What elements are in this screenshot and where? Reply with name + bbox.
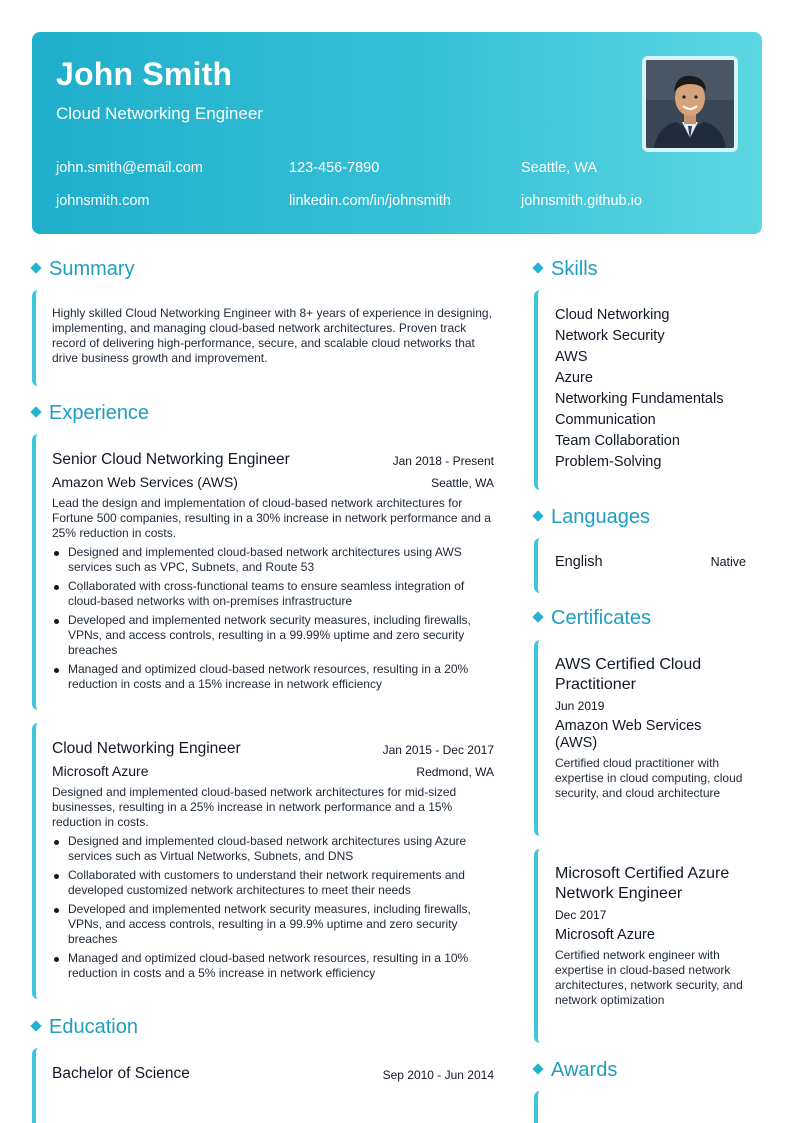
job-bullet: Designed and implemented cloud-based network architectures using AWS services such as VPC, Subnets, and Route 53 (52, 545, 496, 575)
diamond-icon (30, 1020, 41, 1031)
summary-text: Highly skilled Cloud Networking Engineer with 8+ years of experience in designing, implementing, and managing cloud-based network architectures. Proven track record of delivering high-performance, secure, and scalable cloud networks that drive business growth and improvement. (52, 306, 492, 365)
certificate-title: Microsoft Certified Azure Network Engineer (555, 865, 730, 902)
certificates-heading (534, 607, 651, 630)
certificate-description: Certified cloud practitioner with expertise in cloud computing, cloud security, and cloud architecture (555, 756, 743, 800)
contact-phone[interactable]: 123-456-7890 (289, 160, 380, 176)
certificate-date: Jun 2019 (555, 699, 605, 713)
certificates-heading-label: Certificates (551, 607, 652, 629)
experience-heading (32, 402, 149, 425)
job-bullet: Collaborated with customers to understand their network requirements and developed customized network architectures to meet their needs (52, 868, 496, 898)
diamond-icon (532, 1063, 543, 1074)
skills-heading-label: Skills (551, 258, 598, 280)
resume-header (32, 32, 762, 234)
certificate-issuer: Microsoft Azure (555, 927, 655, 943)
skill-item: Team Collaboration (555, 433, 680, 449)
job-company: Amazon Web Services (AWS) (52, 474, 238, 490)
job-location: Redmond, WA (416, 765, 494, 779)
awards-heading (534, 1059, 617, 1082)
education-card (32, 1048, 500, 1123)
languages-heading-label: Languages (551, 506, 650, 528)
job-bullet: Collaborated with cross-functional teams to ensure seamless integration of cloud-based networks with on-premises infrastructure (52, 579, 496, 609)
profile-photo-image (646, 60, 734, 148)
skills-heading (534, 258, 598, 281)
profile-photo (642, 56, 738, 152)
summary-heading-label: Summary (49, 258, 135, 280)
job-dates: Jan 2018 - Present (392, 454, 494, 468)
summary-heading (32, 258, 135, 281)
job-bullet: Managed and optimized cloud-based network resources, resulting in a 20% reduction in costs and a 15% increase in network efficiency (52, 662, 496, 692)
certificate-issuer: Amazon Web Services (AWS) (555, 718, 702, 751)
job-title: Cloud Networking Engineer (52, 740, 241, 757)
skill-item: Problem-Solving (555, 454, 662, 470)
job-description: Designed and implemented cloud-based network architectures for mid-sized businesses, resulting in a 25% increase in network performance and a 15% reduction in costs. (52, 785, 457, 829)
skill-item: AWS (555, 349, 588, 365)
experience-heading-label: Experience (49, 402, 150, 424)
diamond-icon (532, 262, 543, 273)
certificate-date: Dec 2017 (555, 908, 607, 922)
skill-item: Network Security (555, 328, 665, 344)
candidate-title: Cloud Networking Engineer (56, 104, 263, 123)
education-heading-label: Education (49, 1016, 138, 1038)
education-degree: Bachelor of Science (52, 1065, 190, 1082)
job-bullets (52, 834, 496, 985)
certificate-description: Certified network engineer with expertise in cloud-based network architectures, network security, and network optimization (555, 948, 743, 1007)
job-dates: Jan 2015 - Dec 2017 (382, 743, 494, 757)
diamond-icon (532, 611, 543, 622)
diamond-icon (30, 262, 41, 273)
candidate-name: John Smith (56, 56, 233, 92)
contact-email[interactable]: john.smith@email.com (56, 160, 203, 176)
contact-website[interactable]: johnsmith.com (56, 193, 150, 209)
job-bullet: Designed and implemented cloud-based network architectures using Azure services such as Virtual Networks, Subnets, and DNS (52, 834, 496, 864)
skill-item: Cloud Networking (555, 307, 670, 323)
awards-card (534, 1091, 762, 1123)
job-bullet: Managed and optimized cloud-based network resources, resulting in a 10% reduction in costs and a 5% increase in network efficiency (52, 951, 496, 981)
certificate-title: AWS Certified Cloud Practitioner (555, 656, 702, 693)
skill-item: Azure (555, 370, 593, 386)
job-bullets (52, 545, 496, 696)
contact-linkedin[interactable]: linkedin.com/in/johnsmith (289, 193, 451, 209)
language-name: English (555, 554, 603, 570)
skill-item: Communication (555, 412, 656, 428)
contact-github[interactable]: johnsmith.github.io (521, 193, 642, 209)
education-dates: Sep 2010 - Jun 2014 (382, 1068, 494, 1082)
job-bullet: Developed and implemented network security measures, including firewalls, VPNs, and access controls, resulting in a 99.99% uptime and zero security breaches (52, 613, 496, 658)
languages-heading (534, 506, 650, 529)
job-bullet: Developed and implemented network security measures, including firewalls, VPNs, and access controls, resulting in a 99.9% uptime and zero security breaches (52, 902, 496, 947)
skill-item: Networking Fundamentals (555, 391, 724, 407)
diamond-icon (532, 510, 543, 521)
awards-heading-label: Awards (551, 1059, 618, 1081)
contact-location: Seattle, WA (521, 160, 598, 176)
job-description: Lead the design and implementation of cloud-based network architectures for Fortune 500 companies, resulting in a 30% increase in network performance and a 25% reduction in costs. (52, 496, 491, 540)
education-heading (32, 1016, 138, 1039)
skills-list (555, 305, 723, 473)
job-location: Seattle, WA (431, 476, 494, 490)
job-company: Microsoft Azure (52, 763, 149, 779)
language-level: Native (710, 555, 746, 569)
job-title: Senior Cloud Networking Engineer (52, 451, 290, 468)
diamond-icon (30, 406, 41, 417)
